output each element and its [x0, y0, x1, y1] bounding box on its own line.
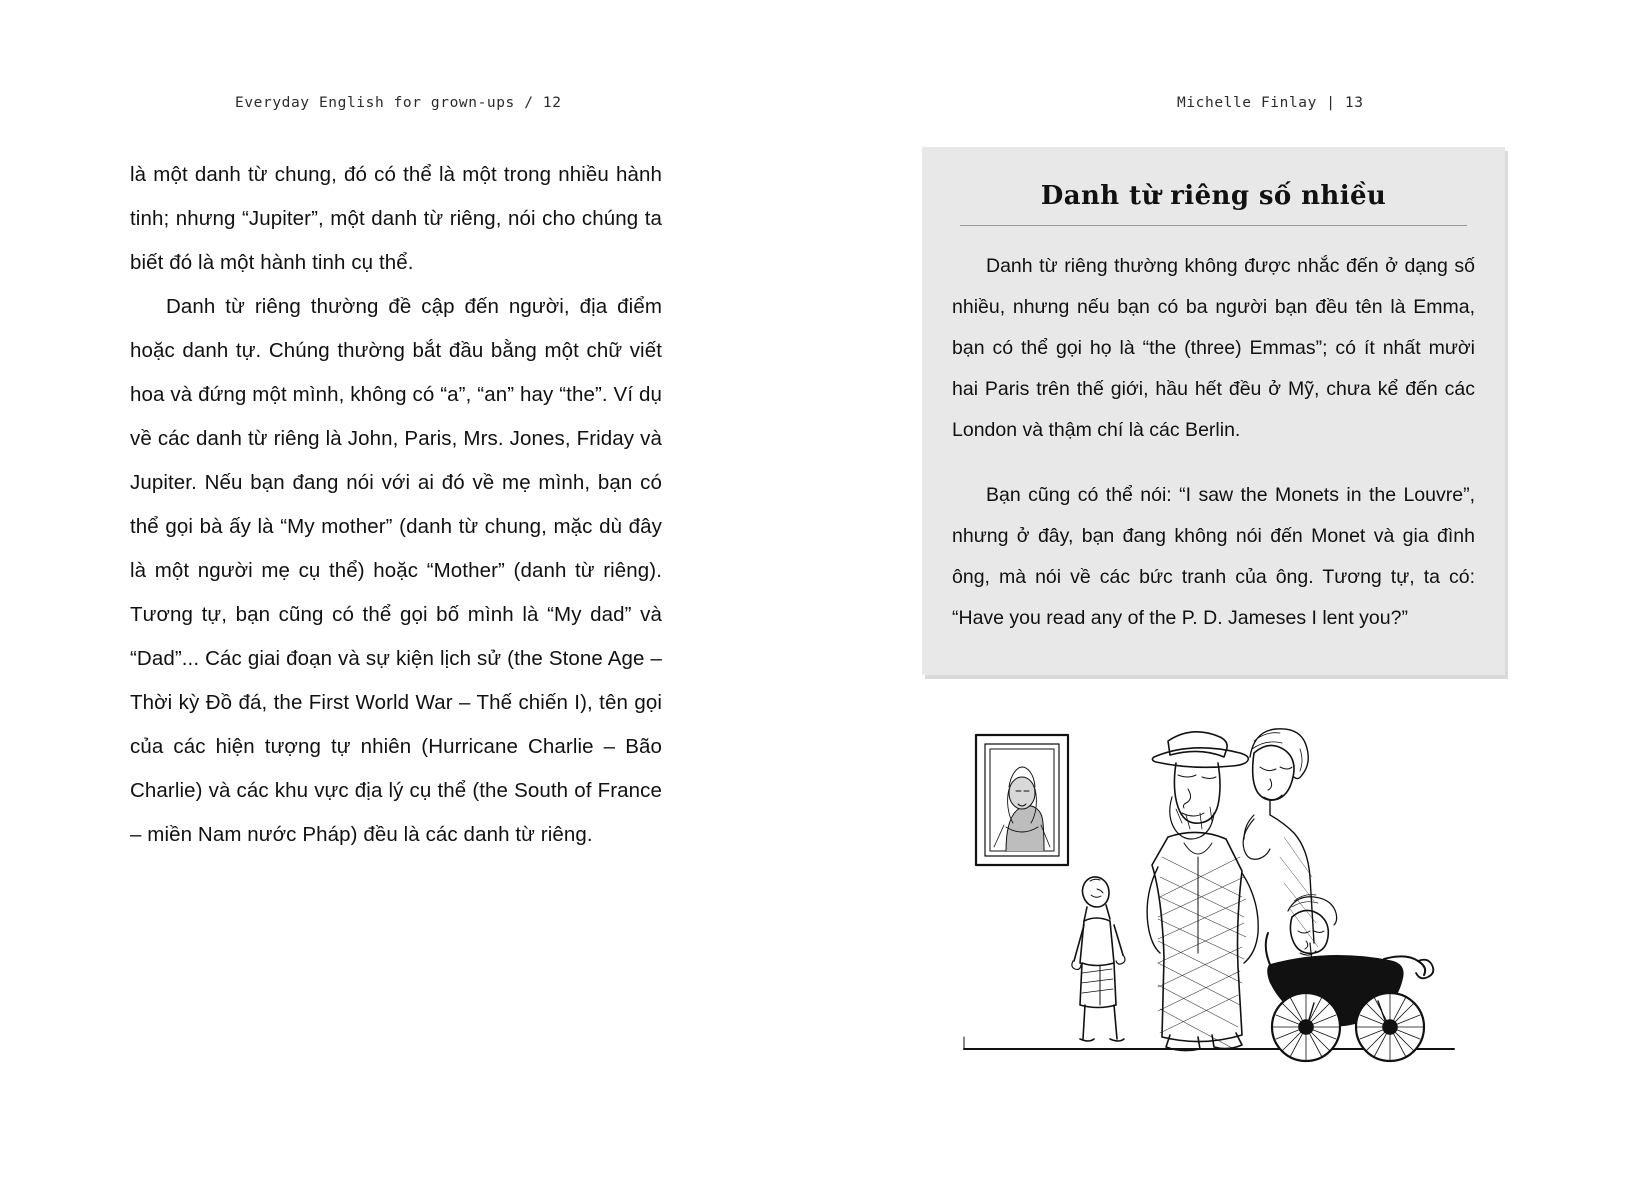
cartoon-svg: [954, 697, 1474, 1087]
mona-lisa-frame-icon: [976, 735, 1068, 865]
paragraph: Bạn cũng có thể nói: “I saw the Monets in the Louvre”, nhưng ở đây, bạn đang không nói đến Monet và gia đình ông, mà nói về các bức tranh của ông. Tương tự, ta có: “Have you read any of the P. D. Jameses I lent you?”: [952, 484, 1475, 629]
man-with-hat-figure-icon: [1147, 732, 1258, 1051]
paragraph: là một danh từ chung, đó có thể là một trong nhiều hành tinh; nhưng “Jupiter”, một danh từ riêng, nói cho chúng ta biết đó là một hành tinh cụ thể.: [130, 163, 662, 274]
callout-divider: [960, 225, 1467, 226]
page-left: [0, 0, 822, 1200]
callout-box: [922, 147, 1505, 675]
callout-body: [952, 246, 1475, 639]
running-head-left: Everyday English for grown-ups / 12: [235, 95, 562, 111]
pram-icon: [1265, 933, 1433, 1061]
gallery-cartoon-illustration: [922, 697, 1505, 1097]
running-head-right: Michelle Finlay | 13: [1177, 95, 1364, 111]
paragraph: Danh từ riêng thường đề cập đến người, địa điểm hoặc danh tự. Chúng thường bắt đầu bằng một chữ viết hoa và đứng một mình, không có “a”, “an” hay “the”. Ví dụ về các danh từ riêng là John, Paris, Mrs. Jones, Friday và Jupiter. Nếu bạn đang nói với ai đó về mẹ mình, bạn có thể gọi bà ấy là “My mother” (danh từ chung, mặc dù đây là một người mẹ cụ thể) hoặc “Mother” (danh từ riêng). Tương tự, bạn cũng có thể gọi bố mình là “My dad” và “Dad”... Các giai đoạn và sự kiện lịch sử (the Stone Age – Thời kỳ Đồ đá, the First World War – Thế chiến I), tên gọi của các hiện tượng tự nhiên (Hurricane Charlie – Bão Charlie) và các khu vực địa lý cụ thể (the South of France – miền Nam nước Pháp) đều là các danh từ riêng.: [130, 295, 662, 846]
page-right: [822, 0, 1645, 1200]
left-page-body: [130, 153, 662, 857]
paragraph: Danh từ riêng thường không được nhắc đến ở dạng số nhiều, nhưng nếu bạn có ba người bạn đều tên là Emma, bạn có thể gọi họ là “the (three) Emmas”; có ít nhất mười hai Paris trên thế giới, hầu hết đều ở Mỹ, chưa kể đến các London và thậm chí là các Berlin.: [952, 255, 1475, 441]
callout-title: Danh từ riêng số nhiều: [1040, 181, 1387, 211]
boy-figure-icon: [1071, 877, 1124, 1041]
